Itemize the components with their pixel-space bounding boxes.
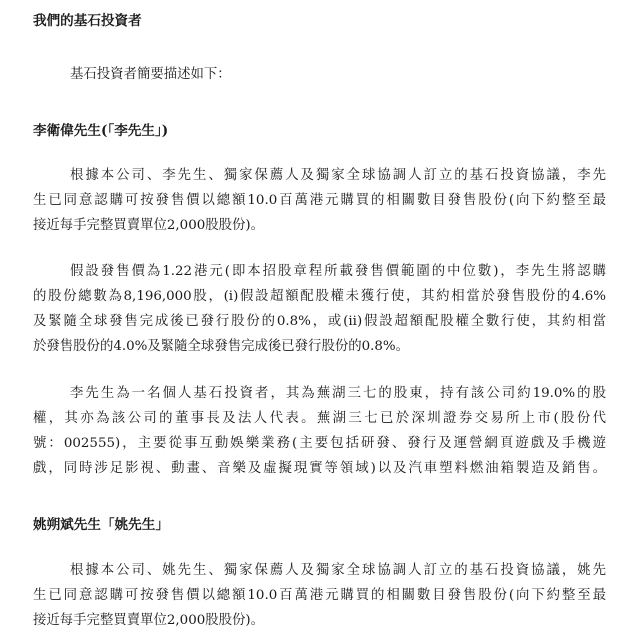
investor1-para3-line4: 戲，同時涉足影視、動畫、音樂及虛擬現實等領域)以及汽車塑料燃油箱製造及銷售。 <box>33 461 606 476</box>
section-heading: 我們的基石投資者 <box>33 13 142 29</box>
investor1-para2-line2: 的股份總數為8,196,000股，(i)假設超額配股權未獲行使，其約相當於發售股份的4.6% <box>33 289 606 304</box>
investor1-para2-line1: 假設發售價為1.22港元(即本招股章程所載發售價範圍的中位數)，李先生將認購 <box>70 264 606 279</box>
investor1-name: 李衛偉先生(「李先生」) <box>33 123 169 139</box>
investor1-para3-line1: 李先生為一名個人基石投資者，其為蕪湖三七的股東，持有該公司約19.0%的股 <box>70 386 606 401</box>
investor1-para1-line3: 接近每手完整買賣單位2,000股股份)。 <box>33 218 265 233</box>
investor2-para1-line2: 生已同意認購可按發售價以總額10.0百萬港元購買的相關數目發售股份(向下約整至最 <box>33 588 606 603</box>
investor1-para2-line4: 於發售股份的4.0%及緊隨全球發售完成後已發行股份的0.8%。 <box>33 339 410 354</box>
intro-text: 基石投資者簡要描述如下： <box>70 67 231 82</box>
investor2-para1-line1: 根據本公司、姚先生、獨家保薦人及獨家全球協調人訂立的基石投資協議，姚先 <box>70 563 606 578</box>
investor1-para3-line3: 號：002555)，主要從事互動娛樂業務(主要包括研發、發行及運營網頁遊戲及手機遊 <box>33 436 606 451</box>
investor1-para2-line3: 及緊隨全球發售完成後已發行股份的0.8%，或(ii)假設超額配股權全數行使，其約相當 <box>33 314 606 329</box>
investor1-para1-line2: 生已同意認購可按發售價以總額10.0百萬港元購買的相關數目發售股份(向下約整至最 <box>33 193 606 208</box>
investor1-para3-line2: 權，其亦為該公司的董事長及法人代表。蕪湖三七已於深圳證券交易所上市(股份代 <box>33 411 606 426</box>
investor1-para1-line1: 根據本公司、李先生、獨家保薦人及獨家全球協調人訂立的基石投資協議，李先 <box>70 168 606 183</box>
investor2-para1-line3: 接近每手完整買賣單位2,000股股份)。 <box>33 613 265 628</box>
investor2-name: 姚朔斌先生「姚先生」 <box>33 517 169 533</box>
